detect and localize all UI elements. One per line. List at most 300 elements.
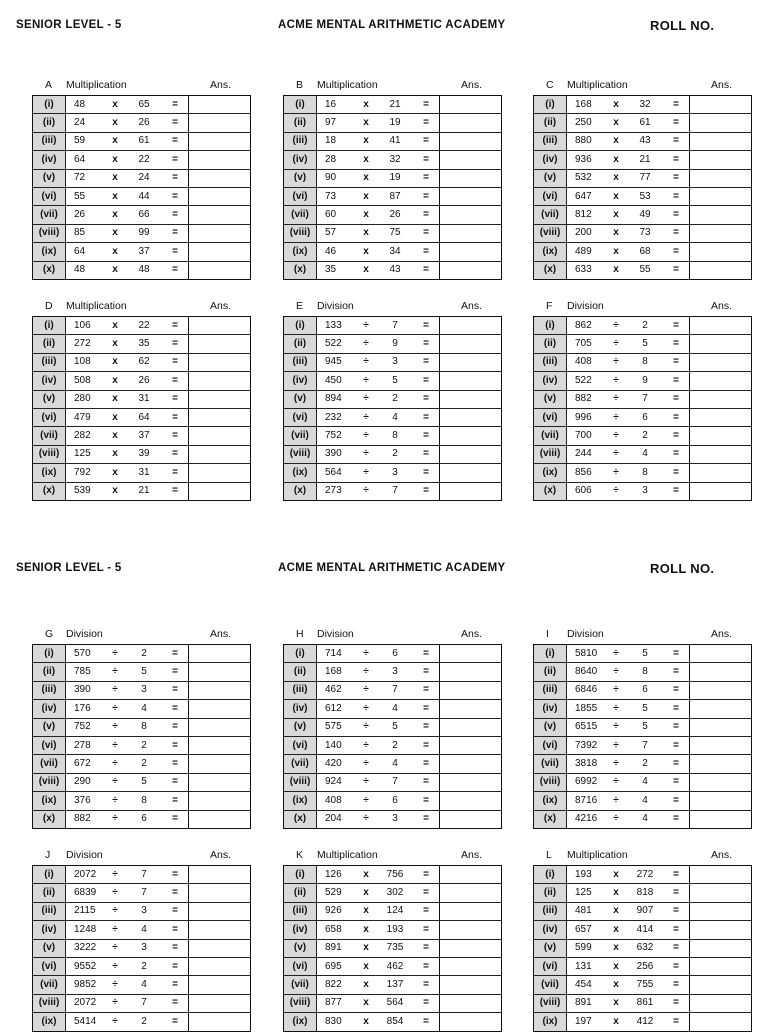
answer-box[interactable] (440, 866, 502, 884)
operand-b: 302 (377, 884, 413, 902)
problem-row (33, 736, 251, 754)
operator-sign: ÷ (104, 976, 126, 994)
answer-box[interactable] (189, 169, 251, 187)
answer-box[interactable] (690, 773, 752, 791)
operator-sign: x (355, 96, 377, 114)
problem-row (284, 736, 502, 754)
problem-index: (ii) (284, 884, 317, 902)
answer-box[interactable] (440, 464, 502, 482)
answer-box[interactable] (690, 261, 752, 279)
operand-b: 4 (126, 976, 162, 994)
section-letter: F (546, 300, 553, 312)
answer-box[interactable] (189, 1013, 251, 1031)
answer-box[interactable] (189, 994, 251, 1012)
answer-box[interactable] (189, 957, 251, 975)
operator-sign: ÷ (355, 427, 377, 445)
answer-box[interactable] (440, 957, 502, 975)
operand-b: 7 (377, 317, 413, 335)
answer-box[interactable] (189, 902, 251, 920)
problem-index: (ix) (534, 1013, 567, 1031)
operator-sign: x (355, 114, 377, 132)
answer-box[interactable] (690, 755, 752, 773)
answer-box[interactable] (189, 773, 251, 791)
operator-sign: ÷ (605, 810, 627, 828)
problem-row (534, 96, 752, 114)
answer-box[interactable] (440, 408, 502, 426)
answer-box[interactable] (440, 884, 502, 902)
equals-sign: = (663, 151, 690, 169)
problem-table (32, 95, 251, 280)
answer-box[interactable] (690, 96, 752, 114)
answer-box[interactable] (189, 187, 251, 205)
operand-a: 1855 (567, 700, 606, 718)
operator-sign: x (605, 1013, 627, 1031)
problem-row (284, 1013, 502, 1031)
section-kind: Multiplication (317, 79, 378, 91)
operator-sign: ÷ (104, 810, 126, 828)
operand-a: 85 (66, 224, 105, 242)
answer-box[interactable] (690, 445, 752, 463)
operand-b: 8 (377, 427, 413, 445)
operand-b: 907 (627, 902, 663, 920)
operand-a: 16 (317, 96, 356, 114)
equals-sign: = (162, 464, 189, 482)
answer-box[interactable] (690, 372, 752, 390)
problem-index: (ix) (33, 243, 66, 261)
operand-b: 19 (377, 114, 413, 132)
answer-box[interactable] (189, 482, 251, 500)
answer-box[interactable] (440, 353, 502, 371)
operand-b: 9 (377, 335, 413, 353)
problem-index: (vii) (33, 427, 66, 445)
problem-row (284, 957, 502, 975)
answer-box[interactable] (690, 151, 752, 169)
answer-box[interactable] (189, 718, 251, 736)
operand-a: 6992 (567, 773, 606, 791)
operand-b: 564 (377, 994, 413, 1012)
operator-sign: x (355, 976, 377, 994)
problem-index: (iv) (284, 372, 317, 390)
answer-box[interactable] (690, 317, 752, 335)
equals-sign: = (663, 736, 690, 754)
answer-box[interactable] (690, 243, 752, 261)
operator-sign: ÷ (355, 372, 377, 390)
answer-box[interactable] (690, 335, 752, 353)
academy-title: ACME MENTAL ARITHMETIC ACADEMY (278, 562, 506, 574)
answer-box[interactable] (189, 663, 251, 681)
answer-box[interactable] (440, 132, 502, 150)
answer-box[interactable] (690, 718, 752, 736)
answer-box[interactable] (189, 261, 251, 279)
problem-row (33, 427, 251, 445)
operator-sign: ÷ (605, 736, 627, 754)
operator-sign: ÷ (605, 773, 627, 791)
equals-sign: = (663, 681, 690, 699)
answer-box[interactable] (440, 700, 502, 718)
answer-box[interactable] (440, 372, 502, 390)
answer-box[interactable] (690, 408, 752, 426)
answer-box[interactable] (440, 261, 502, 279)
problem-row (33, 372, 251, 390)
equals-sign: = (663, 335, 690, 353)
answer-box[interactable] (189, 372, 251, 390)
problem-row (33, 957, 251, 975)
operator-sign: ÷ (605, 317, 627, 335)
problem-index: (ii) (534, 884, 567, 902)
answer-box[interactable] (690, 645, 752, 663)
answer-box[interactable] (690, 206, 752, 224)
problem-row (33, 681, 251, 699)
problem-row (534, 261, 752, 279)
operand-b: 32 (627, 96, 663, 114)
problem-table (32, 644, 251, 829)
answer-box[interactable] (440, 445, 502, 463)
answer-box[interactable] (189, 132, 251, 150)
answer-box[interactable] (690, 114, 752, 132)
operand-a: 481 (567, 902, 606, 920)
equals-sign: = (413, 132, 440, 150)
equals-sign: = (162, 96, 189, 114)
equals-sign: = (162, 663, 189, 681)
operand-b: 4 (627, 810, 663, 828)
answer-box[interactable] (690, 1013, 752, 1031)
section-letter: E (296, 300, 304, 312)
operand-b: 8 (126, 718, 162, 736)
answer-box[interactable] (690, 427, 752, 445)
problem-row (33, 464, 251, 482)
answer-box[interactable] (189, 645, 251, 663)
answer-box[interactable] (690, 681, 752, 699)
answer-box[interactable] (440, 390, 502, 408)
answer-box[interactable] (440, 994, 502, 1012)
answer-box[interactable] (189, 976, 251, 994)
answer-box[interactable] (189, 921, 251, 939)
answer-column-label: Ans. (460, 79, 482, 91)
problem-row (33, 755, 251, 773)
operator-sign: x (355, 994, 377, 1012)
answer-box[interactable] (440, 902, 502, 920)
operand-b: 65 (126, 96, 162, 114)
operator-sign: x (104, 206, 126, 224)
answer-box[interactable] (189, 810, 251, 828)
answer-box[interactable] (440, 317, 502, 335)
answer-box[interactable] (690, 663, 752, 681)
problem-row (33, 317, 251, 335)
answer-box[interactable] (690, 132, 752, 150)
operand-b: 854 (377, 1013, 413, 1031)
operand-b: 3 (377, 663, 413, 681)
answer-box[interactable] (189, 464, 251, 482)
problem-row (534, 464, 752, 482)
operand-b: 818 (627, 884, 663, 902)
answer-box[interactable] (189, 939, 251, 957)
operator-sign: ÷ (355, 445, 377, 463)
answer-box[interactable] (440, 736, 502, 754)
equals-sign: = (663, 939, 690, 957)
answer-box[interactable] (440, 427, 502, 445)
roll-number-label: ROLL NO. (650, 561, 715, 576)
answer-box[interactable] (440, 755, 502, 773)
operand-a: 522 (567, 372, 606, 390)
equals-sign: = (162, 224, 189, 242)
problem-row (284, 810, 502, 828)
section-letter: K (296, 849, 304, 861)
operand-a: 390 (66, 681, 105, 699)
roll-number-label: ROLL NO. (650, 18, 715, 33)
answer-box[interactable] (690, 792, 752, 810)
operand-b: 2 (126, 1013, 162, 1031)
equals-sign: = (663, 645, 690, 663)
answer-box[interactable] (440, 169, 502, 187)
answer-box[interactable] (690, 939, 752, 957)
answer-box[interactable] (440, 206, 502, 224)
operand-b: 5 (377, 718, 413, 736)
problem-row (284, 939, 502, 957)
answer-column-label: Ans. (209, 300, 231, 312)
problem-row (284, 663, 502, 681)
operand-a: 108 (66, 353, 105, 371)
problem-row (284, 994, 502, 1012)
operand-a: 200 (567, 224, 606, 242)
answer-box[interactable] (189, 445, 251, 463)
problem-index: (ii) (33, 114, 66, 132)
operand-a: 695 (317, 957, 356, 975)
problem-row (33, 1013, 251, 1031)
section-kind: Division (317, 300, 354, 312)
equals-sign: = (162, 132, 189, 150)
problem-row (534, 482, 752, 500)
section-f (533, 300, 752, 501)
answer-box[interactable] (690, 700, 752, 718)
equals-sign: = (413, 792, 440, 810)
operand-b: 2 (126, 957, 162, 975)
operand-a: 6846 (567, 681, 606, 699)
problem-row (534, 939, 752, 957)
operand-a: 570 (66, 645, 105, 663)
answer-box[interactable] (189, 353, 251, 371)
section-caption (283, 849, 502, 865)
answer-box[interactable] (440, 921, 502, 939)
problem-row (33, 243, 251, 261)
operand-b: 37 (126, 427, 162, 445)
equals-sign: = (663, 957, 690, 975)
operand-a: 8640 (567, 663, 606, 681)
answer-box[interactable] (440, 718, 502, 736)
operator-sign: ÷ (104, 681, 126, 699)
answer-box[interactable] (440, 96, 502, 114)
problem-index: (ix) (284, 1013, 317, 1031)
equals-sign: = (162, 114, 189, 132)
answer-box[interactable] (440, 114, 502, 132)
operand-b: 256 (627, 957, 663, 975)
operand-a: 891 (317, 939, 356, 957)
equals-sign: = (162, 408, 189, 426)
answer-box[interactable] (440, 939, 502, 957)
section-d (32, 300, 251, 501)
answer-box[interactable] (440, 810, 502, 828)
section-kind: Division (66, 849, 103, 861)
problem-row (534, 810, 752, 828)
answer-box[interactable] (690, 169, 752, 187)
section-i (533, 628, 752, 829)
operator-sign: ÷ (104, 645, 126, 663)
problem-row (534, 736, 752, 754)
equals-sign: = (413, 884, 440, 902)
answer-box[interactable] (189, 408, 251, 426)
equals-sign: = (663, 810, 690, 828)
answer-box[interactable] (690, 976, 752, 994)
answer-box[interactable] (189, 151, 251, 169)
answer-box[interactable] (440, 335, 502, 353)
answer-box[interactable] (189, 335, 251, 353)
equals-sign: = (663, 976, 690, 994)
problem-row (33, 700, 251, 718)
problem-row (284, 151, 502, 169)
operator-sign: x (104, 151, 126, 169)
problem-index: (v) (33, 718, 66, 736)
operator-sign: ÷ (355, 755, 377, 773)
answer-column-label: Ans. (710, 849, 732, 861)
operand-a: 2115 (66, 902, 105, 920)
answer-box[interactable] (189, 736, 251, 754)
academy-title: ACME MENTAL ARITHMETIC ACADEMY (278, 19, 506, 31)
operand-b: 2 (627, 427, 663, 445)
operator-sign: ÷ (104, 957, 126, 975)
problem-index: (i) (33, 317, 66, 335)
answer-box[interactable] (440, 681, 502, 699)
answer-box[interactable] (189, 390, 251, 408)
problem-index: (iv) (534, 151, 567, 169)
section-letter: B (296, 79, 304, 91)
answer-box[interactable] (440, 187, 502, 205)
operand-b: 6 (126, 810, 162, 828)
answer-box[interactable] (189, 884, 251, 902)
answer-box[interactable] (690, 866, 752, 884)
problem-table (283, 316, 502, 501)
answer-box[interactable] (690, 957, 752, 975)
operand-a: 812 (567, 206, 606, 224)
equals-sign: = (413, 866, 440, 884)
answer-box[interactable] (690, 884, 752, 902)
operand-a: 672 (66, 755, 105, 773)
operator-sign: x (104, 482, 126, 500)
operator-sign: x (355, 261, 377, 279)
answer-box[interactable] (189, 866, 251, 884)
answer-box[interactable] (690, 390, 752, 408)
page-header-2 (0, 562, 768, 582)
operand-a: 204 (317, 810, 356, 828)
answer-box[interactable] (189, 243, 251, 261)
operand-a: 891 (567, 994, 606, 1012)
answer-box[interactable] (189, 317, 251, 335)
operand-a: 272 (66, 335, 105, 353)
operand-b: 3 (377, 464, 413, 482)
answer-box[interactable] (690, 921, 752, 939)
equals-sign: = (663, 261, 690, 279)
problem-row (33, 939, 251, 957)
problem-index: (i) (284, 866, 317, 884)
answer-column-label: Ans. (710, 300, 732, 312)
answer-box[interactable] (440, 976, 502, 994)
operator-sign: ÷ (104, 718, 126, 736)
equals-sign: = (663, 884, 690, 902)
problem-index: (i) (534, 645, 567, 663)
equals-sign: = (162, 792, 189, 810)
answer-box[interactable] (690, 994, 752, 1012)
operator-sign: x (104, 372, 126, 390)
problem-row (33, 482, 251, 500)
problem-index: (viii) (33, 224, 66, 242)
equals-sign: = (162, 718, 189, 736)
answer-box[interactable] (189, 114, 251, 132)
answer-box[interactable] (189, 224, 251, 242)
answer-column-label: Ans. (710, 628, 732, 640)
operand-a: 3222 (66, 939, 105, 957)
answer-box[interactable] (690, 482, 752, 500)
equals-sign: = (413, 755, 440, 773)
answer-box[interactable] (690, 187, 752, 205)
answer-box[interactable] (690, 736, 752, 754)
operand-b: 5 (126, 773, 162, 791)
problem-row (284, 773, 502, 791)
problem-table (32, 865, 251, 1032)
operand-a: 752 (66, 718, 105, 736)
answer-box[interactable] (440, 243, 502, 261)
operand-a: 273 (317, 482, 356, 500)
problem-row (284, 482, 502, 500)
problem-index: (v) (33, 939, 66, 957)
answer-box[interactable] (690, 464, 752, 482)
answer-box[interactable] (189, 206, 251, 224)
equals-sign: = (162, 335, 189, 353)
equals-sign: = (162, 810, 189, 828)
answer-box[interactable] (440, 151, 502, 169)
equals-sign: = (413, 939, 440, 957)
equals-sign: = (413, 261, 440, 279)
answer-box[interactable] (189, 96, 251, 114)
answer-box[interactable] (690, 224, 752, 242)
section-kind: Multiplication (66, 79, 127, 91)
answer-box[interactable] (440, 645, 502, 663)
operand-a: 55 (66, 187, 105, 205)
equals-sign: = (162, 957, 189, 975)
answer-box[interactable] (189, 681, 251, 699)
problem-row (284, 261, 502, 279)
answer-box[interactable] (189, 755, 251, 773)
answer-box[interactable] (189, 700, 251, 718)
operand-a: 882 (66, 810, 105, 828)
operator-sign: x (355, 1013, 377, 1031)
answer-box[interactable] (440, 792, 502, 810)
equals-sign: = (162, 681, 189, 699)
answer-box[interactable] (690, 810, 752, 828)
answer-box[interactable] (440, 1013, 502, 1031)
answer-box[interactable] (440, 482, 502, 500)
answer-box[interactable] (690, 353, 752, 371)
answer-box[interactable] (440, 224, 502, 242)
answer-box[interactable] (189, 427, 251, 445)
answer-box[interactable] (440, 773, 502, 791)
operand-b: 4 (627, 792, 663, 810)
operand-a: 131 (567, 957, 606, 975)
problem-row (534, 792, 752, 810)
answer-box[interactable] (690, 902, 752, 920)
operand-b: 44 (126, 187, 162, 205)
operator-sign: x (355, 206, 377, 224)
operator-sign: ÷ (355, 353, 377, 371)
answer-box[interactable] (189, 792, 251, 810)
answer-box[interactable] (440, 663, 502, 681)
